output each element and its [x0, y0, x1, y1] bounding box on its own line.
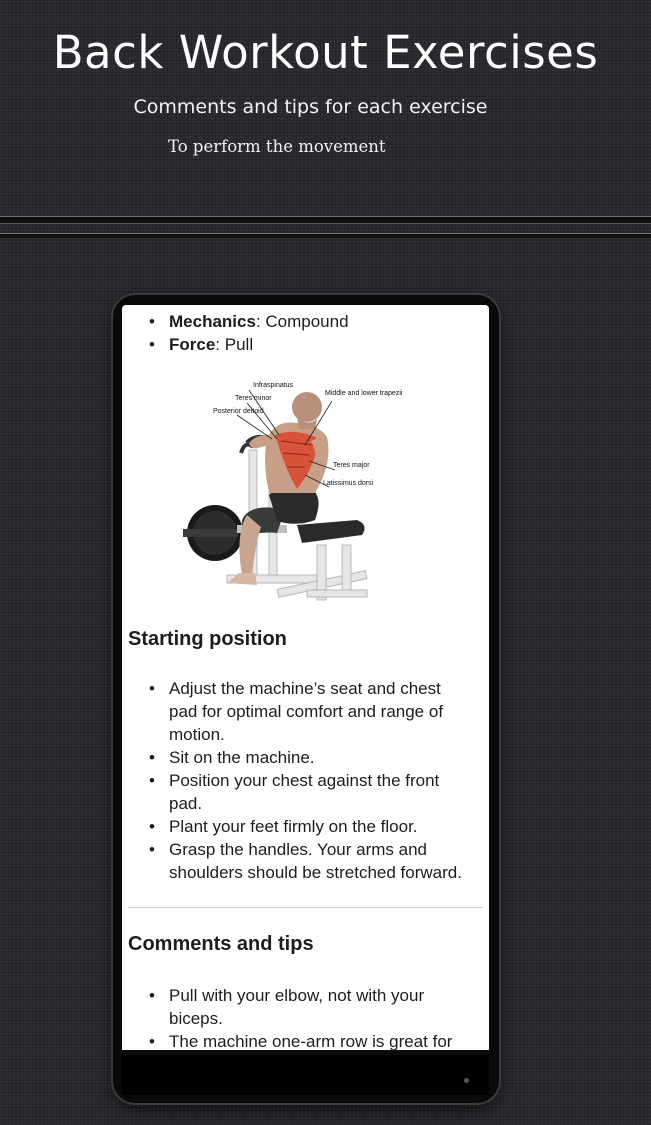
list-item: • Sit on the machine.	[122, 746, 462, 769]
exercise-illustration	[157, 375, 417, 610]
list-item: • Pull with your elbow, not with your biceps.	[122, 984, 472, 1030]
starting-position-heading: Starting position	[128, 628, 287, 650]
spec-mechanics: • Mechanics: Compound	[122, 310, 349, 333]
label-infraspinatus: Infraspinatus	[253, 382, 294, 389]
spec-force: • Force: Pull	[122, 333, 349, 356]
page-subtitle: Comments and tips for each exercise	[133, 96, 488, 118]
phone-screen[interactable]	[122, 305, 489, 1050]
list-item: • Plant your feet firmly on the floor.	[122, 815, 462, 838]
comments-heading: Comments and tips	[128, 933, 314, 955]
exercise-specs	[122, 310, 349, 356]
section-divider	[128, 907, 483, 908]
header-divider-secondary	[0, 233, 651, 238]
header-divider	[0, 216, 651, 224]
list-item: • Grasp the handles. Your arms and shoulders should be stretched forward.	[122, 838, 462, 884]
label-latissimus-dorsi: Latissimus dorsi	[323, 480, 374, 487]
label-teres-minor: Teres minor	[235, 395, 272, 402]
list-item: • Adjust the machine’s seat and chest pad for optimal comfort and range of motion.	[122, 677, 462, 746]
page-tagline: To perform the movement	[168, 137, 386, 156]
promo-header	[0, 0, 651, 220]
starting-position-list	[122, 677, 462, 884]
list-item: • Position your chest against the front pad.	[122, 769, 462, 815]
list-item: • The machine one-arm row is great for	[122, 1030, 472, 1076]
label-teres-major: Teres major	[333, 462, 370, 469]
camera-dot-icon	[464, 1078, 469, 1083]
phone-nav-bar	[122, 1055, 489, 1095]
label-trapezii: Middle and lower trapezii	[325, 390, 403, 397]
phone-frame	[113, 295, 499, 1103]
page-title: Back Workout Exercises	[52, 26, 599, 79]
label-posterior-deltoid: Posterior deltoid	[213, 408, 264, 415]
